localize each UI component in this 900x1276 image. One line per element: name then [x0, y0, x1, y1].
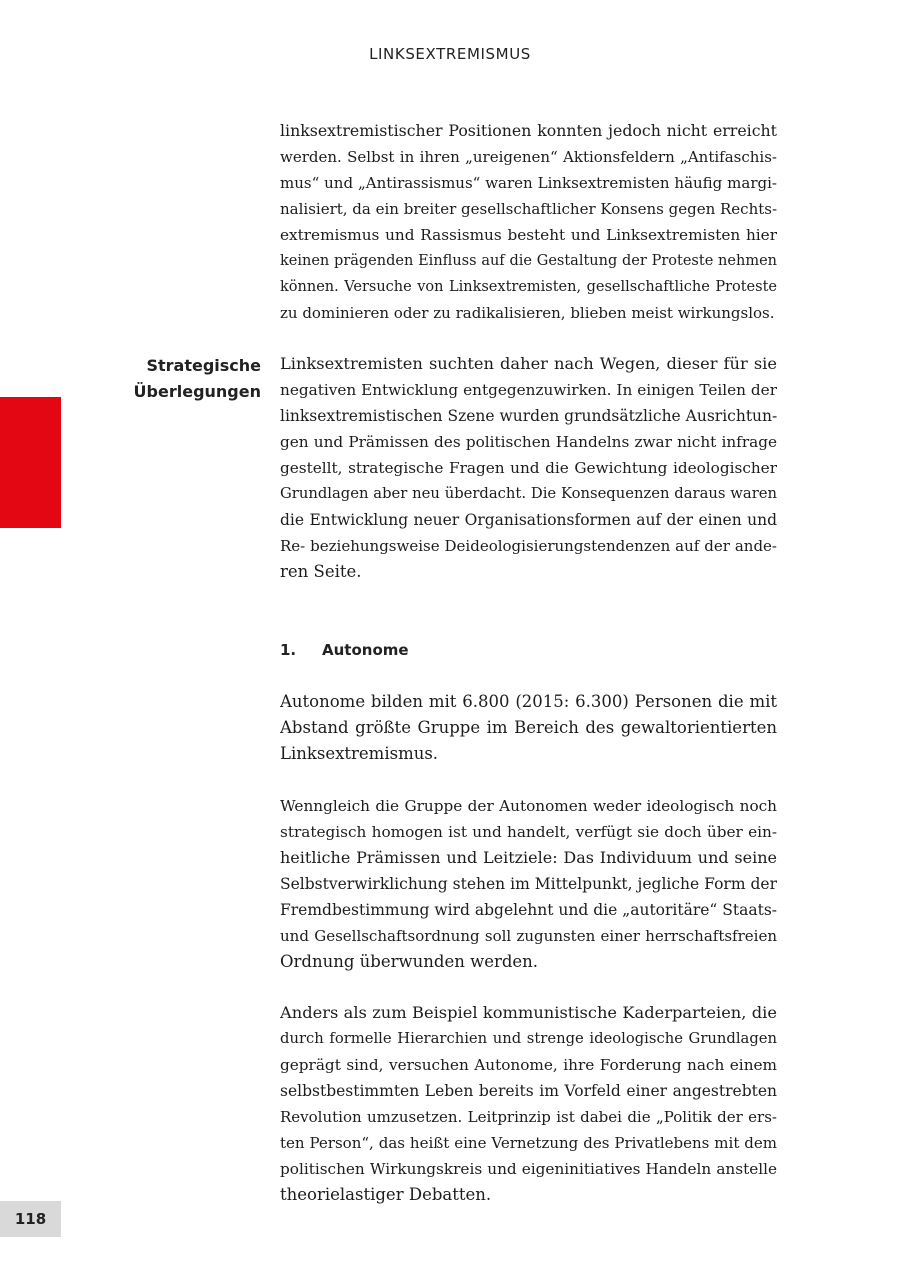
section-title: Autonome: [322, 641, 409, 659]
paragraph-line: keinen prägenden Einfluss auf die Gestaltung der Proteste nehmen: [280, 253, 777, 269]
paragraph-line: strategisch homogen ist und handelt, verfügt sie doch über ein-: [280, 823, 777, 841]
paragraph-line: negativen Entwicklung entgegenzuwirken. In einigen Teilen der: [280, 381, 777, 399]
paragraph-line: Linksextremismus.: [280, 744, 439, 763]
margin-heading: [100, 353, 261, 405]
paragraph-line: werden. Selbst in ihren „ureigenen“ Aktionsfeldern „Antifaschis-: [280, 148, 777, 166]
paragraph-line: können. Versuche von Linksextremisten, gesellschaftliche Proteste: [280, 279, 777, 295]
paragraph-line: Linksextremisten suchten daher nach Wegen, dieser für sie: [280, 354, 777, 373]
paragraph-line: Abstand größte Gruppe im Bereich des gewaltorientierten: [280, 718, 777, 737]
paragraph-line: Ordnung überwunden werden.: [280, 952, 539, 971]
paragraph-line: selbstbestimmten Leben bereits im Vorfeld einer angestrebten: [280, 1082, 777, 1100]
paragraph-line: linksextremistischer Positionen konnten jedoch nicht erreicht: [280, 121, 777, 140]
paragraph-line: politischen Wirkungskreis und eigeninitiatives Handeln anstelle: [280, 1160, 777, 1178]
margin-heading-line: Strategische: [146, 356, 261, 375]
paragraph-line: Selbstverwirklichung stehen im Mittelpunkt, jegliche Form der: [280, 875, 777, 893]
running-header: LINKSEXTREMISMUS: [369, 45, 531, 63]
paragraph-line: ren Seite.: [280, 562, 362, 581]
paragraph-line: Anders als zum Beispiel kommunistische Kaderparteien, die: [280, 1003, 777, 1022]
section-number: 1.: [280, 641, 297, 659]
paragraph-line: Autonome bilden mit 6.800 (2015: 6.300) Personen die mit: [280, 692, 777, 711]
paragraph-4: [280, 793, 777, 975]
paragraph-line: nalisiert, da ein breiter gesellschaftlicher Konsens gegen Rechts-: [280, 200, 777, 218]
paragraph-3: [280, 689, 777, 767]
paragraph-line: mus“ und „Antirassismus“ waren Linksextremisten häufig margi-: [280, 174, 777, 192]
margin-heading-line: Überlegungen: [133, 382, 261, 401]
paragraph-line: geprägt sind, versuchen Autonome, ihre Forderung nach einem: [280, 1056, 777, 1074]
paragraph-line: Revolution umzusetzen. Leitprinzip ist dabei die „Politik der ers-: [280, 1108, 777, 1126]
paragraph-line: die Entwicklung neuer Organisationsformen auf der einen und: [280, 511, 777, 529]
paragraph-2: [280, 351, 777, 585]
paragraph-line: gestellt, strategische Fragen und die Gewichtung ideologischer: [280, 459, 777, 477]
chapter-color-tab: [0, 397, 61, 528]
page-number-box: [0, 1201, 61, 1237]
paragraph-line: Wenngleich die Gruppe der Autonomen weder ideologisch noch: [280, 797, 777, 815]
paragraph-line: zu dominieren oder zu radikalisieren, blieben meist wirkungslos.: [280, 304, 775, 322]
paragraph-line: ten Person“, das heißt eine Vernetzung des Privatlebens mit dem: [280, 1134, 777, 1152]
paragraph-1: [280, 118, 777, 326]
paragraph-5: [280, 1000, 777, 1208]
paragraph-line: theorielastiger Debatten.: [280, 1185, 492, 1204]
paragraph-line: gen und Prämissen des politischen Handelns zwar nicht infrage: [280, 433, 777, 451]
section-heading: [280, 639, 409, 661]
paragraph-line: durch formelle Hierarchien und strenge ideologische Grundlagen: [280, 1030, 777, 1047]
paragraph-line: und Gesellschaftsordnung soll zugunsten einer herrschaftsfreien: [280, 927, 777, 945]
paragraph-line: linksextremistischen Szene wurden grundsätzliche Ausrichtun-: [280, 407, 777, 425]
paragraph-line: Re- beziehungsweise Deideologisierungstendenzen auf der ande-: [280, 537, 777, 555]
page-number: 118: [14, 1210, 47, 1228]
paragraph-line: Grundlagen aber neu überdacht. Die Konsequenzen daraus waren: [280, 485, 777, 502]
paragraph-line: extremismus und Rassismus besteht und Linksextremisten hier: [280, 226, 777, 244]
paragraph-line: heitliche Prämissen und Leitziele: Das Individuum und seine: [280, 848, 777, 867]
paragraph-line: Fremdbestimmung wird abgelehnt und die „autoritäre“ Staats-: [280, 901, 777, 919]
